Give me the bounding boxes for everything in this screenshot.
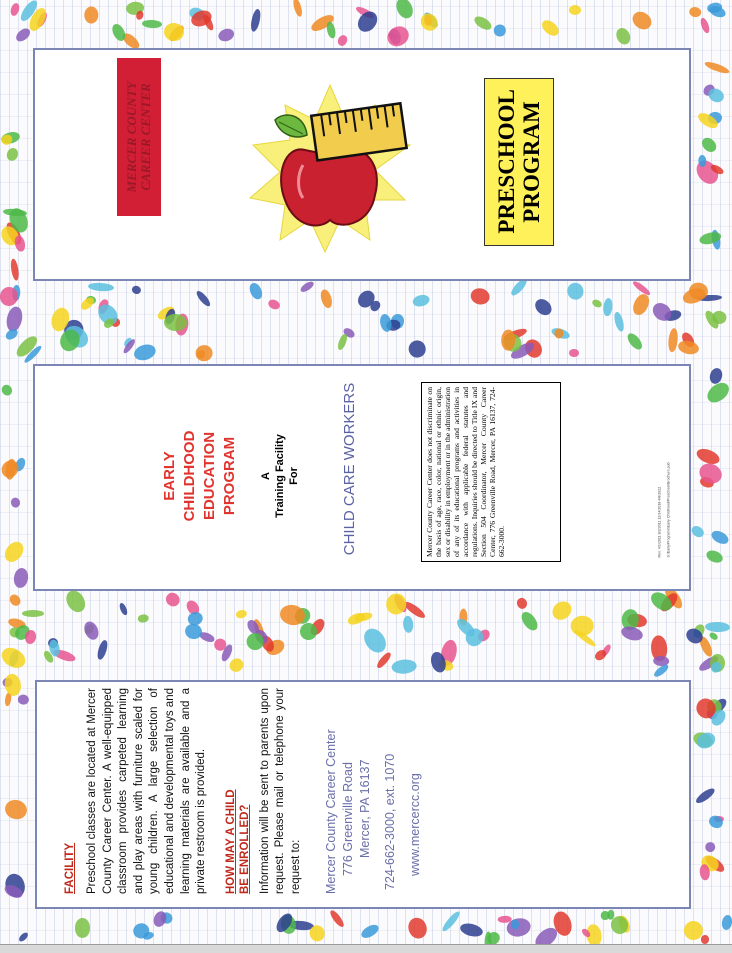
paint-handprint — [183, 622, 203, 641]
paint-handprint — [591, 298, 603, 309]
paint-handprint — [393, 0, 416, 21]
paint-handprint — [603, 298, 613, 317]
paint-handprint — [472, 14, 493, 32]
paint-handprint — [195, 289, 212, 308]
early-childhood-title-text: EARLY CHILDHOOD EDUCATION PROGRAM — [161, 430, 238, 522]
paint-handprint — [681, 286, 707, 306]
paint-handprint — [701, 935, 710, 944]
cover-panel — [33, 48, 691, 281]
paint-handprint — [227, 656, 246, 675]
paint-handprint — [493, 25, 506, 38]
child-care-workers-label: CHILD CARE WORKERS — [341, 382, 358, 556]
paint-handprint — [62, 588, 89, 617]
paint-handprint — [75, 918, 90, 937]
paint-handprint — [142, 19, 163, 28]
paint-handprint — [118, 602, 129, 616]
footer-revision-text: Rev: 4/1/2011 8/2/2011 12/14/2018 4/8/2022 — [657, 486, 662, 558]
paint-handprint — [625, 331, 645, 352]
paint-handprint — [501, 329, 516, 350]
paint-handprint — [300, 623, 318, 641]
paint-handprint — [7, 592, 22, 608]
paint-handprint — [360, 923, 381, 941]
paint-handprint — [498, 915, 512, 922]
paint-handprint — [376, 651, 393, 669]
paint-handprint — [690, 524, 706, 539]
paint-handprint — [407, 338, 429, 360]
preschool-program-text: PRESCHOOL PROGRAM — [494, 89, 544, 234]
paint-handprint — [709, 528, 730, 546]
paint-handprint — [88, 282, 114, 292]
paint-handprint — [24, 630, 37, 646]
paint-handprint — [163, 590, 182, 608]
school-name-text: MERCER COUNTY CAREER CENTER — [124, 81, 153, 193]
paint-handprint — [540, 18, 562, 39]
paint-handprint — [417, 10, 441, 34]
paint-handprint — [9, 3, 20, 18]
paint-handprint — [336, 333, 349, 351]
middle-panel — [33, 364, 691, 591]
enrollment-text: Information will be sent to parents upon request. Please mail or telephone your request to: — [258, 688, 302, 894]
paint-handprint — [328, 909, 346, 929]
contact-website[interactable]: www.mercercc.org — [407, 773, 422, 876]
paint-handprint — [614, 26, 633, 47]
paint-handprint — [518, 609, 540, 633]
paint-handprint — [619, 625, 644, 643]
paint-handprint — [569, 349, 579, 358]
paint-handprint — [384, 591, 409, 617]
paint-handprint — [266, 298, 281, 312]
paint-handprint — [163, 22, 185, 42]
paint-handprint — [708, 631, 719, 641]
paint-handprint — [630, 8, 655, 33]
training-line-for: For — [288, 467, 300, 485]
paint-handprint — [132, 342, 157, 363]
preschool-program-label — [484, 78, 554, 246]
paint-handprint — [704, 548, 724, 565]
contact-city: Mercer, PA 16137 — [357, 759, 372, 858]
training-facility-text — [255, 421, 305, 531]
school-name-label — [117, 58, 161, 216]
paint-handprint — [469, 286, 491, 306]
contact-name: Mercer County Career Center — [323, 729, 338, 894]
facility-text: Preschool classes are located at Mercer County Career Center. A well-equipped classroom provides carpeted learning and play areas with furniture scaled for young children. A large selection of educational and developmental toys and learning materials are available and a private restroom is provided. — [86, 688, 208, 894]
contact-phone: 724-662-3000, ext. 1070 — [382, 753, 397, 890]
paint-handprint — [17, 694, 29, 705]
paint-handprint — [677, 339, 700, 356]
paint-handprint — [84, 6, 98, 23]
paint-handprint — [569, 5, 581, 15]
training-line-a: A — [260, 472, 272, 480]
paint-handprint — [566, 281, 586, 302]
footer-path — [667, 388, 672, 558]
enrollment-heading: HOW MAY A CHILD BE ENROLLED? — [224, 789, 251, 894]
training-line-facility: Training Facility — [274, 434, 286, 518]
paint-handprint — [236, 609, 248, 619]
paint-handprint — [1, 538, 27, 565]
paint-handprint — [97, 640, 110, 661]
paint-handprint — [649, 300, 675, 325]
nondiscrimination-text: Mercer County Career Center does not discriminate on the basis of age, race, color, national or ethnic origin, sex or disability in employment or in the administration of any of its educational programs and activities in accordance with applicable federal statutes and regulations. Inquiries should be directed to Title IX and Section 504 Coordinator, Mercer County Career Center, 776 Greenville Road, Mercer, PA 16137, 724-662-3000. — [425, 387, 506, 557]
paint-handprint — [248, 282, 264, 301]
paint-handprint — [668, 328, 679, 353]
paint-handprint — [359, 625, 390, 657]
paint-handprint — [131, 284, 143, 295]
early-childhood-title — [161, 381, 238, 571]
paint-handprint — [699, 135, 719, 155]
facility-heading: FACILITY — [64, 842, 76, 894]
facility-panel — [35, 680, 691, 909]
apple-ruler-icon — [245, 80, 415, 255]
paint-handprint — [720, 914, 732, 930]
paint-handprint — [137, 613, 149, 623]
paint-handprint — [309, 923, 327, 942]
paint-handprint — [459, 922, 484, 939]
paint-handprint — [412, 293, 431, 308]
nondiscrimination-notice — [421, 382, 561, 562]
paint-handprint — [515, 597, 528, 611]
paint-handprint — [698, 16, 710, 33]
paint-handprint — [0, 384, 14, 398]
paint-handprint — [22, 610, 44, 617]
paint-handprint — [291, 0, 303, 18]
paint-handprint — [5, 146, 20, 162]
paint-handprint — [10, 258, 20, 280]
contact-street: 776 Greenville Road — [340, 762, 355, 876]
paint-handprint — [300, 279, 316, 293]
paint-handprint — [336, 33, 349, 47]
paint-handprint — [249, 8, 262, 32]
paint-handprint — [531, 296, 554, 319]
paint-handprint — [688, 7, 702, 19]
facility-content — [55, 684, 675, 898]
page-edge — [0, 944, 732, 953]
paint-handprint — [17, 931, 29, 943]
paint-handprint — [707, 813, 725, 830]
paint-handprint — [405, 916, 429, 942]
paint-handprint — [11, 497, 22, 508]
paint-handprint — [694, 786, 717, 806]
contact-block — [323, 688, 424, 894]
paint-handprint — [384, 23, 413, 51]
paint-handprint — [82, 619, 101, 641]
paint-handprint — [402, 615, 414, 633]
paint-handprint — [164, 314, 187, 332]
paint-handprint — [391, 659, 417, 675]
paint-handprint — [14, 235, 27, 253]
footer-path-text: S:\Early\Programs\Early Childhood\Preschool\Brochure.pub — [666, 462, 671, 558]
paint-handprint — [705, 842, 716, 853]
paint-handprint — [705, 622, 730, 633]
paint-handprint — [325, 21, 337, 39]
paint-handprint — [630, 292, 652, 318]
paint-handprint — [319, 288, 334, 309]
paint-handprint — [13, 567, 30, 589]
child-care-workers-text — [339, 359, 361, 579]
paint-handprint — [613, 311, 626, 333]
paint-handprint — [440, 910, 461, 933]
paint-handprint — [3, 798, 29, 822]
paint-handprint — [216, 27, 235, 44]
footer-revision — [658, 388, 663, 558]
paint-handprint — [195, 345, 213, 362]
paint-handprint — [704, 60, 730, 75]
paint-handprint — [0, 644, 30, 672]
